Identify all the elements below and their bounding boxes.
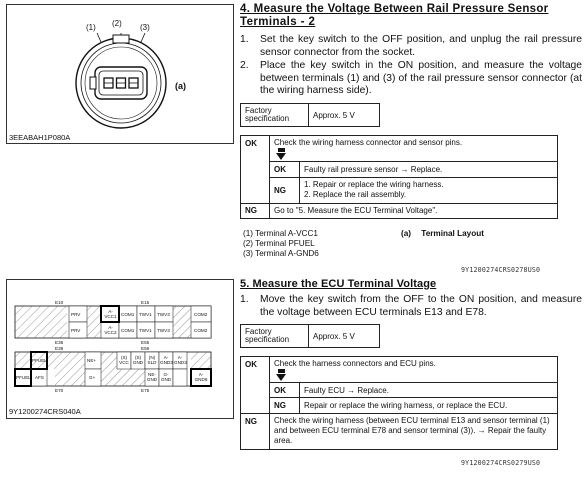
ok-ng-text-1: 1. Repair or replace the wiring harness. [304,180,444,190]
pin-twv1-b: TWV1 [139,328,152,333]
spec-label: Factory specification [241,325,309,348]
section4-step2 [240,60,584,98]
spec-value: Approx. 5 V [309,325,380,348]
pin-twv3-b: TWV3 [157,328,170,333]
sensor-connector-figure [6,4,234,144]
pin-com2-a: COM2 [194,312,208,317]
pin-a-gnd6: A- GND6 [194,372,208,382]
figure-legend-a [401,229,484,239]
ecu-terminal-figure [6,279,234,419]
conn-label-e39: E39 [55,346,64,351]
step-text: Set the key switch to the OFF position, and unplug the rail pressure sensor connector from the socket. [260,34,582,58]
section4-heading-line2: Terminals - 2 [240,16,316,28]
pin-s-vcc: (S) VCC [119,355,129,365]
ok-ok-text: Faulty rail pressure sensor → Replace. [300,162,558,178]
ok-branch [270,136,558,204]
pin-pfuel-1: PFUEL [32,358,47,363]
pin-vcc2: A-VCC2 [104,325,117,335]
pin-g-plus: G+ [89,375,96,380]
pin-s-gnd: (S) GND [132,355,144,365]
pin-twv3-a: TWV3 [157,312,170,317]
ok-text: Check the harness connectors and ECU pins. [274,359,436,368]
section5-spec-table [240,324,380,348]
callout-3: (3) [140,23,150,32]
down-arrow-icon [274,369,553,382]
pin-com1-b: COM1 [121,328,135,333]
pin-prv-2: PRV [71,328,81,333]
section5-flow-table [240,356,558,450]
ok-label: OK [241,357,270,414]
ok-ok-label: OK [270,383,300,398]
conn-label-e56: E56 [141,346,150,351]
callout-1: (1) [86,23,96,32]
ng-text: Go to "5. Measure the ECU Terminal Voltage". [270,203,558,218]
conn-label-e10: E10 [55,300,64,305]
section4-code: 9Y1200274CRS0278US0 [461,266,541,274]
conn-label-e55: E55 [141,340,150,345]
section4-heading-line1: 4. Measure the Voltage Between Rail Pressure Sensor [240,3,549,15]
pin-vcc1: A-VCC1 [104,309,117,319]
ng-label: NG [241,413,270,449]
ng-text: Check the wiring harness (between ECU terminal E13 and sensor terminal (1) and between ECU terminal E78 and sensor terminal (3)). → Repair the faulty area. [270,413,558,449]
section5-step1 [240,294,584,320]
ok-text: Check the wiring harness connector and sensor pins. [274,138,463,147]
pin-ne-gnd: NE- GND [146,372,158,382]
ok-ng-cell [300,178,558,203]
step-number: 1. [240,294,249,305]
pin-pfuel-2: PFUEL [16,375,31,380]
step-text: Move the key switch from the OFF to the ON position, and measure the voltage between ECU terminals E13 and E78. [260,294,582,318]
section5-code: 9Y1200274CRS0279US0 [461,459,541,467]
step-text: Place the key switch in the ON position, and measure the voltage between terminals (1) and (3) of the rail pressure sensor connector (at the wiring harness side). [260,60,582,97]
ok-branch [270,357,558,414]
pin-prv-1: PRV [71,312,81,317]
ok-ok-label: OK [270,162,300,178]
legend-a-text: Terminal Layout [421,229,484,238]
pin-com2-b: COM2 [194,328,208,333]
step-number: 2. [240,60,249,71]
ok-ng-text-2: 2. Replace the rail assembly. [304,190,407,200]
ng-label: NG [241,203,270,218]
ok-ok-text: Faulty ECU → Replace. [300,383,558,398]
legend-a-marker: (a) [401,229,412,238]
pin-g-gnd: G- GND [160,372,172,382]
terminal-legend-3: (3) Terminal A-GND6 [243,249,319,258]
section5-heading: 5. Measure the ECU Terminal Voltage [240,278,437,290]
pin-com1-a: COM1 [121,312,135,317]
terminal-legend-1: (1) Terminal A-VCC1 [243,229,318,238]
conn-label-e75: E75 [141,388,150,393]
pin-afs: AFS [35,375,44,380]
step-number: 1. [240,34,249,45]
conn-label-e36: E36 [55,340,64,345]
pin-n-sld: (N) SLD [147,355,157,365]
conn-label-e15: E15 [141,300,150,305]
section4-spec-table [240,103,380,127]
ok-ng-text: Repair or replace the wiring harness, or replace the ECU. [300,398,558,413]
pin-ne-plus: NE+ [87,358,97,363]
ok-ng-label: NG [270,398,300,413]
pin-a-gnd3-a: A- GND3 [160,355,173,365]
callout-a: (a) [175,81,186,91]
ok-label: OK [241,136,270,204]
section4-flow-table [240,135,558,219]
ok-ng-label: NG [270,178,300,203]
conn-label-e70: E70 [55,388,64,393]
spec-value: Approx. 5 V [309,104,380,127]
terminal-legend-2: (2) Terminal PFUEL [243,239,315,248]
callout-2: (2) [112,19,122,28]
figure2-caption: 9Y1200274CRS040A [9,407,81,416]
section4-step1 [240,34,584,60]
down-arrow-icon [274,148,553,161]
pin-twv1-a: TWV1 [139,312,152,317]
pin-a-gnd3-b: A- GND3 [174,355,187,365]
spec-label: Factory specification [241,104,309,127]
figure1-caption: 3EEABAH1P080A [9,133,71,142]
